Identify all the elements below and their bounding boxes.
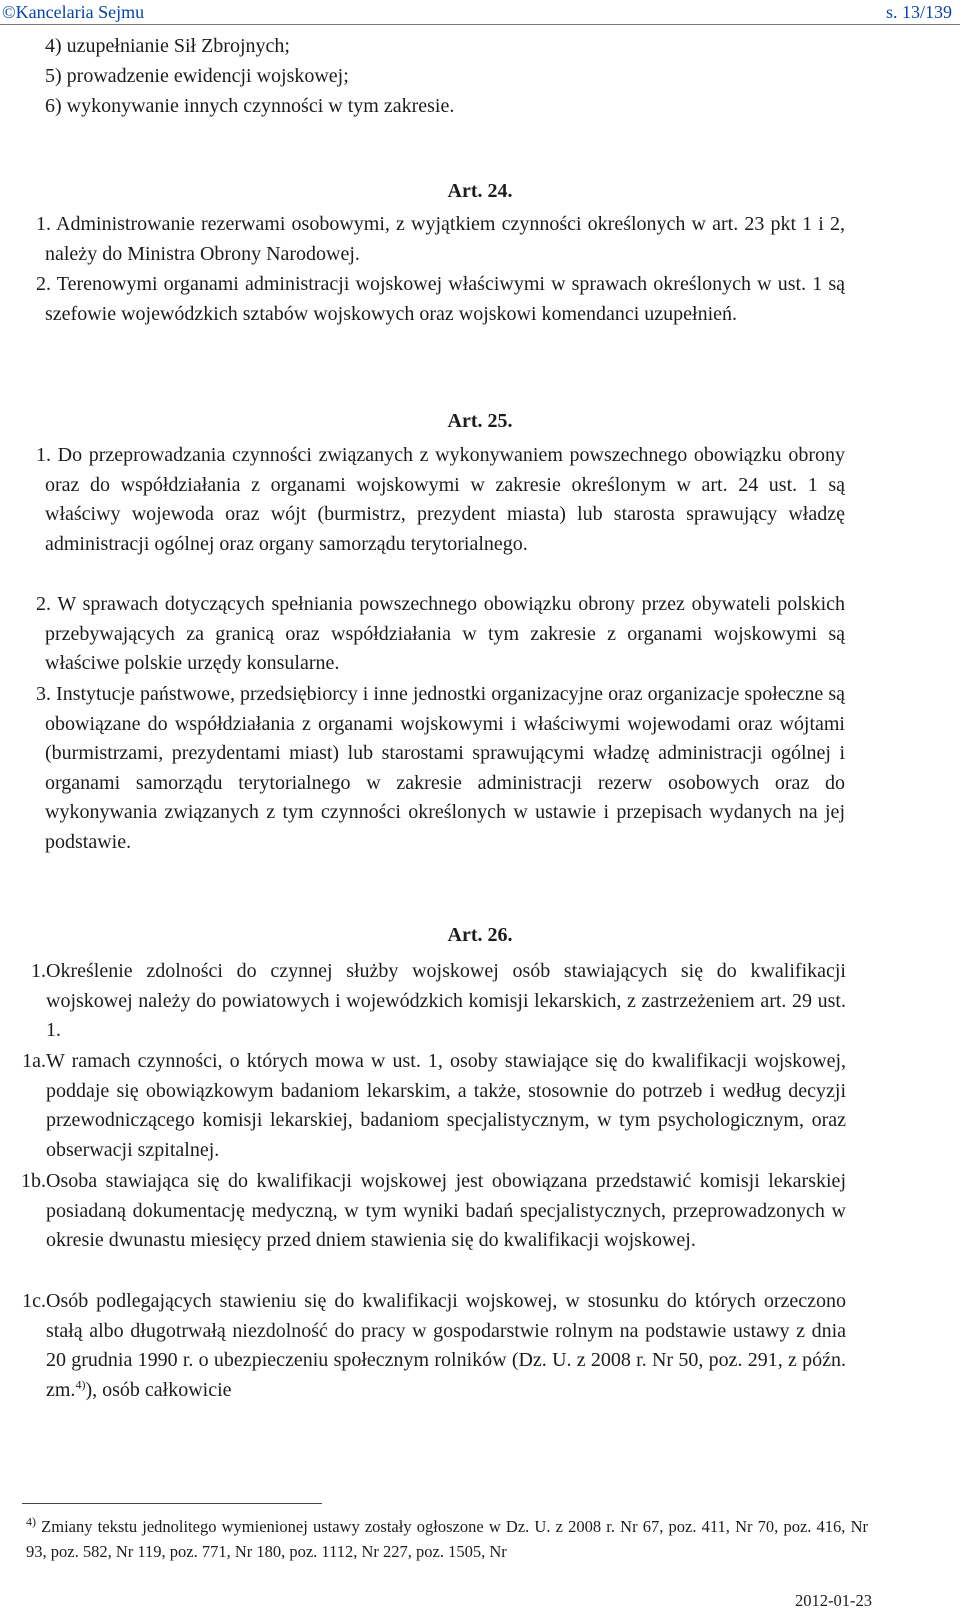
art26-paragraph-1b: Osoba stawiająca się do kwalifikacji wojskowej jest obowiązana przedstawić komisji lekarskiej posiadaną dokumentację medyczną, w tym wyniki badań specjalistycznych, przeprowadzonych w okresie dwunastu miesięcy przed dniem stawienia się do kwalifikacji wojskowej. bbox=[46, 1170, 846, 1251]
article-24-heading: Art. 24. bbox=[447, 180, 513, 202]
footnote-ref-4[interactable]: 4) bbox=[75, 1376, 86, 1391]
art26-num-1a: 1a. bbox=[22, 1050, 46, 1072]
footnote-4 bbox=[26, 1514, 868, 1564]
art25-paragraph-2: 2. W sprawach dotyczących spełniania powszechnego obowiązku obrony przez obywateli polskich przebywających za granicą oraz współdziałania w tym zakresie z organami wojskowymi są właściwe polskie urzędy konsularne. bbox=[36, 593, 845, 674]
art26-paragraph-1a: W ramach czynności, o których mowa w ust. 1, osoby stawiające się do kwalifikacji wojskowej, poddaje się obowiązkowym badaniom lekarskim, a także, stosownie do potrzeb i według decyzji przewodniczącego komisji lekarskiej, badaniom specjalistycznym, w tym psychologicznym, oraz obserwacji szpitalnej. bbox=[46, 1050, 846, 1161]
article-26-heading: Art. 26. bbox=[447, 924, 513, 946]
footer-date: 2012-01-23 bbox=[795, 1591, 872, 1610]
article-25-heading: Art. 25. bbox=[447, 410, 513, 432]
art26-paragraph-1: Określenie zdolności do czynnej służby wojskowej osób stawiających się do kwalifikacji wojskowej należy do powiatowych i wojewódzkich komisji lekarskich, z zastrzeżeniem art. 29 ust. 1. bbox=[46, 960, 846, 1041]
footnote-rule bbox=[22, 1503, 322, 1504]
header-rule bbox=[0, 24, 960, 25]
art26-num-1b: 1b. bbox=[21, 1170, 46, 1192]
header-page-number: s. 13/139 bbox=[885, 2, 952, 22]
art24-paragraph-1: 1. Administrowanie rezerwami osobowymi, z wyjątkiem czynności określonych w art. 23 pkt 1 i 2, należy do Ministra Obrony Narodowej. bbox=[36, 213, 845, 265]
list-item-5: 5) prowadzenie ewidencji wojskowej; bbox=[45, 65, 349, 87]
art26-num-1c: 1c. bbox=[22, 1290, 46, 1312]
art24-paragraph-2: 2. Terenowymi organami administracji wojskowej właściwymi w sprawach określonych w ust. 1 są szefowie wojewódzkich sztabów wojskowych oraz wojskowi komendanci uzupełnień. bbox=[36, 273, 845, 325]
art26-paragraph-1c bbox=[46, 1287, 846, 1405]
art25-paragraph-3: 3. Instytucje państwowe, przedsiębiorcy i inne jednostki organizacyjne oraz organizacje społeczne są obowiązane do współdziałania z organami wojskowymi i właściwymi wojewodami oraz wójtami (burmistrzami, prezydentami miast) lub starostami sprawującymi władzę administracji ogólnej i organami samorządu terytorialnego w zakresie administracji rezerw osobowych oraz do wykonywania związanych z tym czynności określonych w ustawie i przepisach wydanych na jej podstawie. bbox=[36, 683, 845, 853]
art25-paragraph-1: 1. Do przeprowadzania czynności związanych z wykonywaniem powszechnego obowiązku obrony oraz do współdziałania z organami wojskowymi w zakresie określonym w art. 24 ust. 1 są właściwy wojewoda oraz wójt (burmistrz, prezydent miasta) lub starosta sprawujący władzę administracji ogólnej oraz organy samorządu terytorialnego. bbox=[36, 444, 845, 555]
header-copyright: ©Kancelaria Sejmu bbox=[2, 2, 145, 22]
footnote-text: Zmiany tekstu jednolitego wymienionej ustawy zostały ogłoszone w Dz. U. z 2008 r. Nr 67, poz. 411, Nr 70, poz. 416, Nr 93, poz. 582, Nr 119, poz. 771, Nr 180, poz. 1112, Nr 227, poz. 1505, Nr bbox=[26, 1517, 869, 1561]
list-item-6: 6) wykonywanie innych czynności w tym zakresie. bbox=[45, 95, 455, 117]
art26-num-1: 1. bbox=[31, 960, 46, 982]
footnote-mark: 4) bbox=[26, 1514, 36, 1529]
art26-paragraph-1c-text: Osób podlegających stawieniu się do kwalifikacji wojskowej, w stosunku do których orzeczono stałą albo długotrwałą niezdolność do pracy w gospodarstwie rolnym na podstawie ustawy z dnia 20 grudnia 1990 r. o ubezpieczeniu społecznym rolników (Dz. U. z 2008 r. Nr 50, poz. 291, z późn. zm. bbox=[46, 1290, 846, 1401]
art26-paragraph-1c-tail: ), osób całkowicie bbox=[85, 1378, 232, 1401]
list-item-4: 4) uzupełnianie Sił Zbrojnych; bbox=[45, 35, 290, 57]
